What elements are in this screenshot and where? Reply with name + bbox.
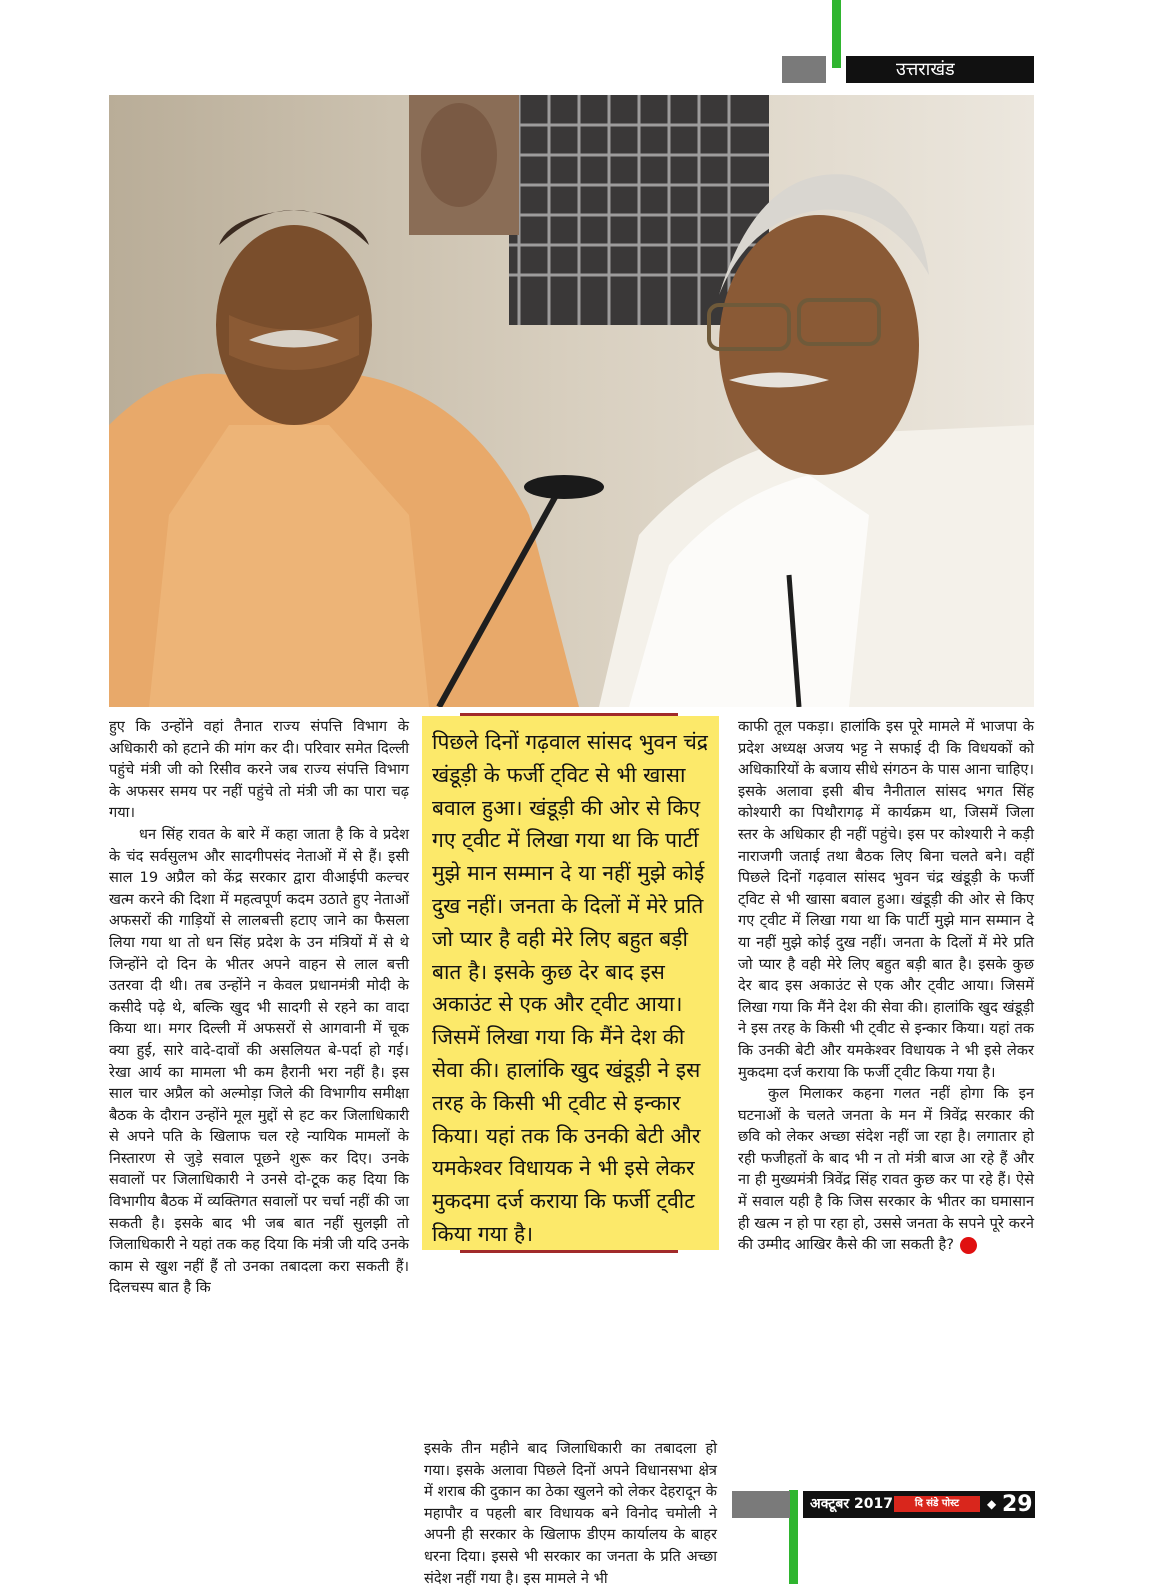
article-column-2 [424, 1438, 717, 1589]
header-gray-block [782, 56, 826, 83]
paragraph: धन सिंह रावत के बारे में कहा जाता है कि वे प्रदेश के चंद सर्वसुलभ और सादगीपसंद नेताओं में से हैं। इसी साल 19 अप्रैल को केंद्र सरकार द्वारा वीआईपी कल्चर खत्म करने की दिशा में महत्वपूर्ण कदम उठाते हुए नेताओं अफसरों की गाड़ियों से लालबत्ती हटाए जाने का फैसला लिया गया था तो धन सिंह प्रदेश के उन मंत्रियों में से थे जिन्होंने दो दिन के भीतर अपने वाहन से लाल बत्ती उतरवा दी थी। तब उन्होंने न केवल प्रधानमंत्री मोदी के कसीदे पढ़े थे, बल्कि खुद भी सादगी से रहने का वादा किया था। मगर दिल्ली में अफसरों से आगवानी में चूक क्या हुई, सारे वादे-दावों की असलियत बे-पर्दा हो गई। रेखा आर्य का मामला भी कम हैरानी भरा नहीं है। इस साल चार अप्रैल को अल्मोड़ा जिले की विभागीय समीक्षा बैठक के दौरान उन्होंने मूल मुद्दों से हट कर जिलाधिकारी से अपने पति के खिलाफ चल रहे न्यायिक मामलों के निस्तारण से जुड़े सवाल पूछने शुरू कर दिए। उनके सवालों पर जिलाधिकारी ने उनसे दो-टूक कह दिया कि विभागीय बैठक में व्यक्तिगत सवालों पर चर्चा नहीं की जा सकती है। इसके बाद भी जब बात नहीं सुलझी तो जिलाधिकारी ने यहां तक कह दिया कि मंत्री जी यदि उनके काम से खुश नहीं हैं तो उनका तबादला करा सकती हैं। दिलचस्प बात है कि [109, 825, 409, 1297]
footer-accent-bar [789, 1490, 798, 1584]
news-photo [109, 95, 1034, 707]
bullet-icon: ◆ [987, 1497, 997, 1511]
footer-gray-block [732, 1491, 790, 1518]
article-column-1 [109, 716, 409, 1299]
paragraph: इसके तीन महीने बाद जिलाधिकारी का तबादला हो गया। इसके अलावा पिछले दिनों अपने विधानसभा क्षेत्र में शराब की दुकान का ठेका खुलने को लेकर देहरादून के महापौर व पहली बार विधायक बने विनोद चमोली ने अपनी ही सरकार के खिलाफ डीएम कार्यालय के बाहर धरना दिया। इससे भी सरकार का जनता के प्रति अच्छा संदेश नहीं गया है। इस मामले ने भी [424, 1440, 717, 1587]
pullquote-text: पिछले दिनों गढ़वाल सांसद भुवन चंद्र खंडूड़ी के फर्जी ट्विट से भी खासा बवाल हुआ। खंडूड़ी की ओर से किए गए ट्वीट में लिखा गया था कि पार्टी मुझे मान सम्मान दे या नहीं मुझे कोई दुख नहीं। जनता के दिलों में मेरे प्रति जो प्यार है वही मेरे लिए बहुत बड़ी बात है। इसके कुछ देर बाद इस अकाउंट से एक और ट्वीट आया। जिसमें लिखा गया कि मैंने देश की सेवा की। हालांकि खुद खंडूड़ी ने इस तरह के किसी भी ट्वीट से इन्कार किया। यहां तक कि उनकी बेटी और यमकेश्वर विधायक ने भी इसे लेकर मुकदमा दर्ज कराया कि फर्जी ट्वीट किया गया है। [432, 730, 708, 1246]
page-number: 29 [1002, 1492, 1033, 1517]
magazine-logo: दि संडे पोस्ट [894, 1496, 980, 1512]
header-accent-bar [832, 0, 841, 68]
article-column-3 [738, 716, 1034, 1256]
end-mark-icon [960, 1237, 977, 1254]
paragraph-text: कुल मिलाकर कहना गलत नहीं होगा कि इन घटनाओं के चलते जनता के मन में त्रिवेंद्र सरकार की छवि को लेकर अच्छा संदेश नहीं जा रहा है। लगातार हो रही फजीहतों के बाद भी न तो मंत्री बाज आ रहे हैं और ना ही मुख्यमंत्री त्रिवेंद्र सिंह रावत कुछ कर पा रहे हैं। ऐसे में सवाल यही है कि जिस सरकार के भीतर का घमासान ही खत्म न हो पा रहा हो, उससे जनता के सपने पूरे करने की उम्मीद आखिर कैसे की जा सकती है? [738, 1085, 1034, 1254]
photo-illustration [109, 95, 1034, 707]
section-title: उत्तराखंड [896, 59, 955, 80]
pullquote-bottom-rule [460, 1250, 678, 1253]
paragraph: काफी तूल पकड़ा। हालांकि इस पूरे मामले में भाजपा के प्रदेश अध्यक्ष अजय भट्ट ने सफाई दी कि विधयकों को अधिकारियों के बजाय सीधे संगठन के पास आना चाहिए। इसके अलावा इसी बीच नैनीताल सांसद भगत सिंह कोश्यारी का पिथौरागढ़ में कार्यक्रम था, जिसमें जिला स्तर के अधिकार ही नहीं पहुंचे। इस पर कोश्यारी ने कड़ी नाराजगी जताई तथा बैठक लिए बिना चलते बने। वहीं पिछले दिनों गढ़वाल सांसद भुवन चंद्र खंडूड़ी के फर्जी ट्विट से भी खासा बवाल हुआ। खंडूड़ी की ओर से किए गए ट्वीट में लिखा गया था कि पार्टी मुझे मान सम्मान दे या नहीं मुझे कोई दुख नहीं। जनता के दिलों में मेरे प्रति जो प्यार है वही मेरे लिए बहुत बड़ी बात है। इसके कुछ देर बाद इस अकाउंट से एक और ट्वीट आया। जिसमें लिखा गया कि मैंने देश की सेवा की। हालांकि खुद खंडूड़ी ने इस तरह के किसी भी ट्वीट से इन्कार किया। यहां तक कि उनकी बेटी और यमकेश्वर विधायक ने भी इसे लेकर मुकदमा दर्ज कराया कि फर्जी ट्वीट किया गया है। [738, 718, 1035, 1081]
paragraph: हुए कि उन्होंने वहां तैनात राज्य संपत्ति विभाग के अधिकारी को हटाने की मांग कर दी। परिवार समेत दिल्ली पहुंचे मंत्री जी को रिसीव करने जब राज्य संपत्ति विभाग के अफसर समय पर नहीं पहुंचे तो मंत्री जी का पारा चढ़ गया। [109, 718, 409, 822]
paragraph-final [738, 1083, 1034, 1256]
issue-date: अक्टूबर 2017 [810, 1496, 893, 1512]
